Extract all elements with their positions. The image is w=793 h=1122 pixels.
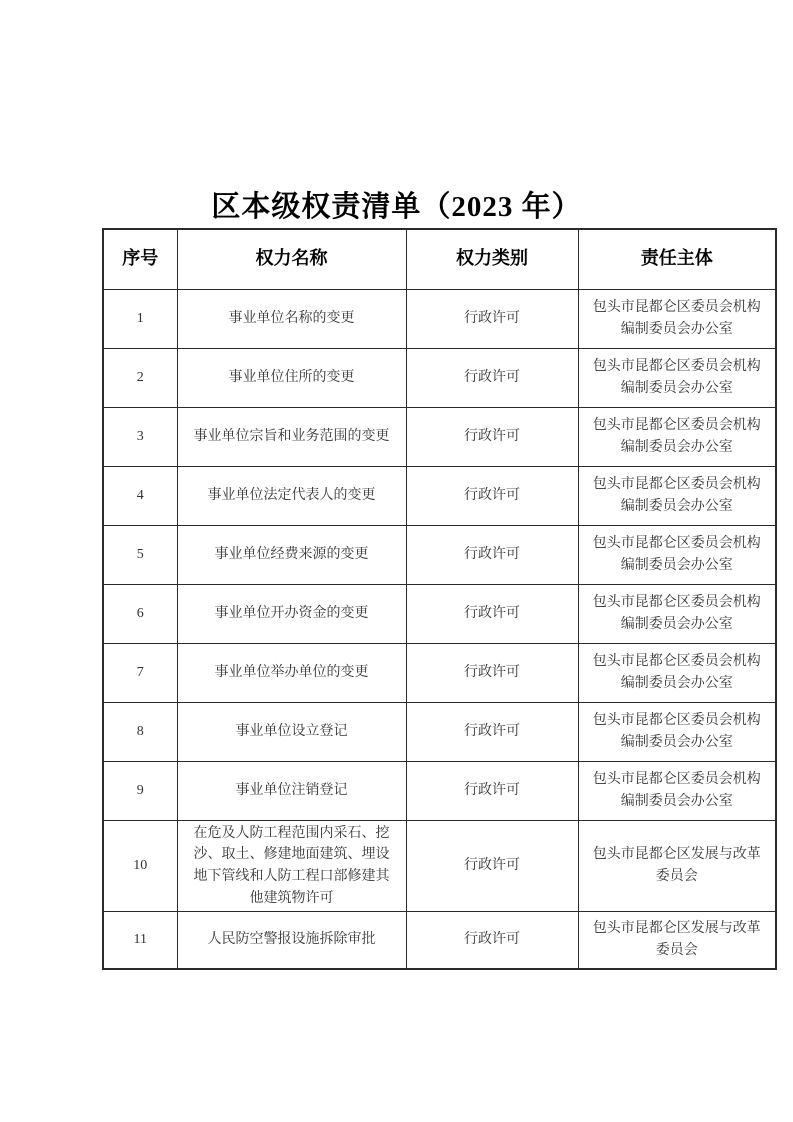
table-row [103,348,776,407]
power-category-cell: 行政许可 [406,912,578,969]
power-name-cell: 事业单位设立登记 [177,702,406,761]
responsible-entity-cell: 包头市昆都仑区委员会机构编制委员会办公室 [578,348,776,407]
responsible-entity-cell: 包头市昆都仑区委员会机构编制委员会办公室 [578,584,776,643]
power-name-cell: 在危及人防工程范围内采石、挖沙、取土、修建地面建筑、埋设地下管线和人防工程口部修建其他建筑物许可 [177,820,406,912]
row-index-cell: 5 [103,525,177,584]
table-row [103,289,776,348]
row-index-cell: 10 [103,820,177,912]
column-header-index: 序号 [103,229,177,289]
power-category-cell: 行政许可 [406,348,578,407]
responsible-entity-cell: 包头市昆都仑区委员会机构编制委员会办公室 [578,407,776,466]
responsible-entity-cell: 包头市昆都仑区委员会机构编制委员会办公室 [578,289,776,348]
table-row [103,407,776,466]
responsible-entity-cell: 包头市昆都仑区委员会机构编制委员会办公室 [578,525,776,584]
power-name-cell: 事业单位宗旨和业务范围的变更 [177,407,406,466]
responsible-entity-cell: 包头市昆都仑区发展与改革委员会 [578,820,776,912]
row-index-cell: 2 [103,348,177,407]
table-row [103,761,776,820]
responsible-entity-cell: 包头市昆都仑区发展与改革委员会 [578,912,776,969]
page-title: 区本级权责清单（2023 年） [211,191,582,223]
table-row [103,466,776,525]
responsible-entity-cell: 包头市昆都仑区委员会机构编制委员会办公室 [578,643,776,702]
responsible-entity-cell: 包头市昆都仑区委员会机构编制委员会办公室 [578,702,776,761]
power-name-cell: 人民防空警报设施拆除审批 [177,912,406,969]
table-row [103,584,776,643]
row-index-cell: 11 [103,912,177,969]
power-category-cell: 行政许可 [406,643,578,702]
power-name-cell: 事业单位名称的变更 [177,289,406,348]
column-header-power-category: 权力类别 [406,229,578,289]
power-category-cell: 行政许可 [406,584,578,643]
power-category-cell: 行政许可 [406,525,578,584]
table-row [103,643,776,702]
power-responsibility-table [102,228,777,970]
power-category-cell: 行政许可 [406,289,578,348]
table-header-row [103,229,776,289]
power-name-cell: 事业单位经费来源的变更 [177,525,406,584]
power-name-cell: 事业单位住所的变更 [177,348,406,407]
power-category-cell: 行政许可 [406,702,578,761]
power-category-cell: 行政许可 [406,761,578,820]
power-category-cell: 行政许可 [406,466,578,525]
power-name-cell: 事业单位注销登记 [177,761,406,820]
row-index-cell: 8 [103,702,177,761]
power-name-cell: 事业单位举办单位的变更 [177,643,406,702]
column-header-responsible-entity: 责任主体 [578,229,776,289]
row-index-cell: 3 [103,407,177,466]
row-index-cell: 1 [103,289,177,348]
row-index-cell: 4 [103,466,177,525]
power-name-cell: 事业单位法定代表人的变更 [177,466,406,525]
responsible-entity-cell: 包头市昆都仑区委员会机构编制委员会办公室 [578,761,776,820]
table-row [103,820,776,912]
table-row [103,525,776,584]
power-name-cell: 事业单位开办资金的变更 [177,584,406,643]
table-row [103,702,776,761]
power-category-cell: 行政许可 [406,820,578,912]
row-index-cell: 7 [103,643,177,702]
column-header-power-name: 权力名称 [177,229,406,289]
row-index-cell: 9 [103,761,177,820]
responsible-entity-cell: 包头市昆都仑区委员会机构编制委员会办公室 [578,466,776,525]
table-row [103,912,776,969]
power-category-cell: 行政许可 [406,407,578,466]
row-index-cell: 6 [103,584,177,643]
